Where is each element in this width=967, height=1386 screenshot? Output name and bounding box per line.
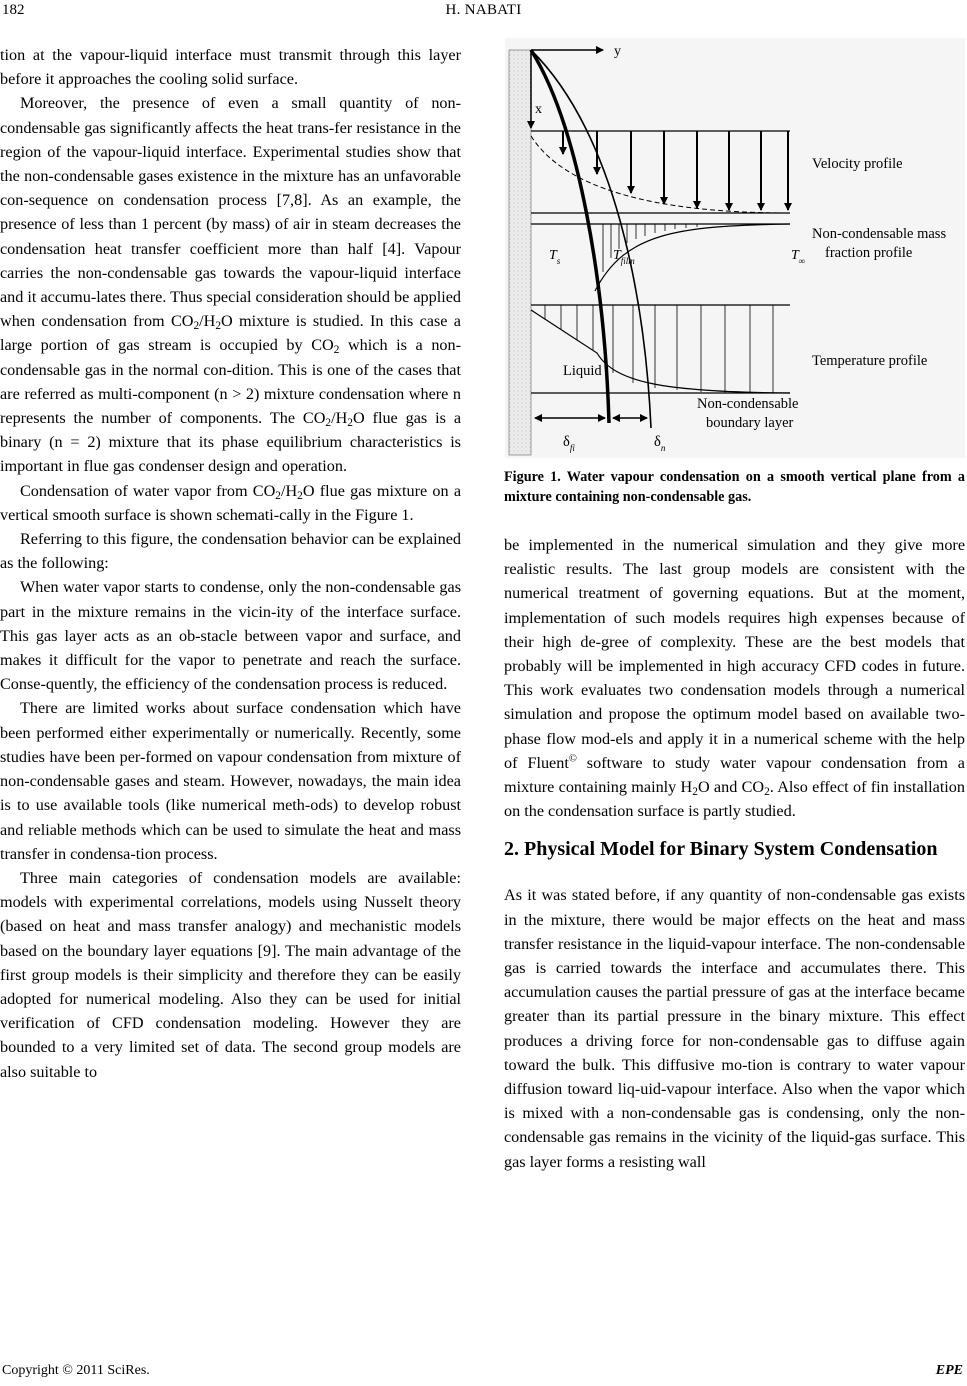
section-heading: 2. Physical Model for Binary System Condensation [504,838,938,861]
mass-fraction-label-line1: Non-condensable mass [812,226,947,242]
paragraph: As it was stated before, if any quantity of non-condensable gas exists in the mixture, there would be major effects on the heat and mass transfer resistance in the liquid-vapour interface. The non-condensable gas is carried towards the interface and accumulates there. This accumulation causes the partial pressure of gas at the interface became greater than its partial pressure in the binary mixture. This effect produces a driving force for non-condensable gas to diffuse again toward the bulk. This diffusive mo-tion is contrary to water vapour diffusion toward liq-uid-vapour interface. Also when the vapor which is mixed with a non-condensable gas is condensing, only the non-condensable gas remains in the vicinity of the liquid-gas surface. This gas layer forms a resisting wall [504,886,965,1171]
ts-symbol: $T_s$ [549,248,561,266]
paragraph: Moreover, the presence of even a small quantity of non-condensable gas significantly affects the heat trans-fer resistance in the region of the vapour-liquid interface. Experimental studies show that the non-condensable gases existence in the mixture has an unfavorable con-sequence on condensation process [7,8]. As an example, the presence of less than 1 percent (by mass) of air in steam decreases the condensation heat transfer coefficient more than half [4]. Vapour carries the non-condensable gas towards the vapour-liquid interface and it accumu-lates there. Thus special consideration should be applied when condensation from $CO_2/H_2O$ mixture is studied. In this case a large portion of gas stream is occupied by $CO_2$ which is a non-condensable gas in the normal con-dition. This is one of the cases that are referred as multi-component (n > 2) mixture condensation where n represents the number of components. The $CO_2/H_2O$ flue gas is a binary (n = 2) mixture that its phase equilibrium characteristics is important in flue gas condenser design and operation. [0,94,462,476]
vertical-wall [509,50,531,455]
tinf-symbol: $T_\infty$ [791,248,806,266]
tfilm-symbol: $T_{film}$ [613,248,635,266]
boundary-layer-label-line2: boundary layer [706,415,794,431]
paragraph: tion at the vapour-liquid interface must transmit through this layer before it approaches the cooling solid surface. [0,46,461,89]
velocity-profile-label: Velocity profile [812,156,903,172]
paragraph: There are limited works about surface condensation which have been performed either experimentally or numerically. Recently, some studies have been per-formed on vapour condensation from mixture of non-condensable gases and steam. However, nowadays, the main idea is to use available tools (like numerical meth-ods) to develop robust and reliable methods which can be used to simulate the heat and mass transfer in condensa-tion process. [0,699,461,863]
temperature-profile-label: Temperature profile [812,353,928,369]
figure-caption: Figure 1. Water vapour condensation on a smooth vertical plane from a mixture containing non-condensable gas. [504,469,965,505]
paragraph: Referring to this figure, the condensation behavior can be explained as the following: [0,530,461,573]
x-axis-label: x [535,102,542,117]
delta-n-symbol: $\delta_n$ [654,434,666,453]
boundary-layer-label-line1: Non-condensable [697,396,799,412]
delta-fi-symbol: $\delta_{fi}$ [563,434,575,453]
right-column [504,533,965,1174]
footer-journal: EPE [935,1363,963,1378]
paragraph: Three main categories of condensation models are available: models with experimental correlations, models using Nusselt theory (based on heat and mass transfer analogy) and mechanistic models based on the boundary layer equations [9]. The main advantage of the first group models is their simplicity and therefore they can be easily adopted for numerical modeling. Also they can be used for initial verification of CFD condensation modeling. However they are bounded to a very limited set of data. The second group models are also suitable to [0,868,461,1081]
figure-1-diagram [505,38,965,458]
left-column [0,43,461,1084]
paragraph: be implemented in the numerical simulation and they give more realistic results. The last group models are consistent with the numerical treatment of governing equations. But at the moment, implementation of such models requires high expenses because of their high de-gree of complexity. These are the best models that probably will be implemented in high accuracy CFD codes in future. This work evaluates two condensation models through a numerical simulation and propose the optimum model based on available two-phase flow mod-els and apply it in a numerical scheme with the help of Fluent© software to study water vapour condensation from a mixture containing mainly $H_2O$ and $CO_2$. Also effect of fin installation on the condensation surface is partly studied. [504,536,965,821]
running-header-author: H. NABATI [445,2,522,18]
footer-copyright: Copyright © 2011 SciRes. [2,1363,150,1378]
paragraph: When water vapor starts to condense, only the non-condensable gas part in the mixture remains in the vicin-ity of the interface surface. This gas layer acts as an ob-stacle between vapor and surface, and makes it difficult for the vapor to penetrate and reach the surface. Conse-quently, the efficiency of the condensation process is reduced. [0,578,461,694]
page-number: 182 [2,2,25,18]
paragraph: Condensation of water vapor from $CO_2/H_2O$ flue gas mixture on a vertical smooth surface is shown schemati-cally in the Figure 1. [0,481,462,524]
liquid-label: Liquid [563,363,602,379]
y-axis-label: y [614,44,621,59]
mass-fraction-label-line2: fraction profile [825,245,913,261]
